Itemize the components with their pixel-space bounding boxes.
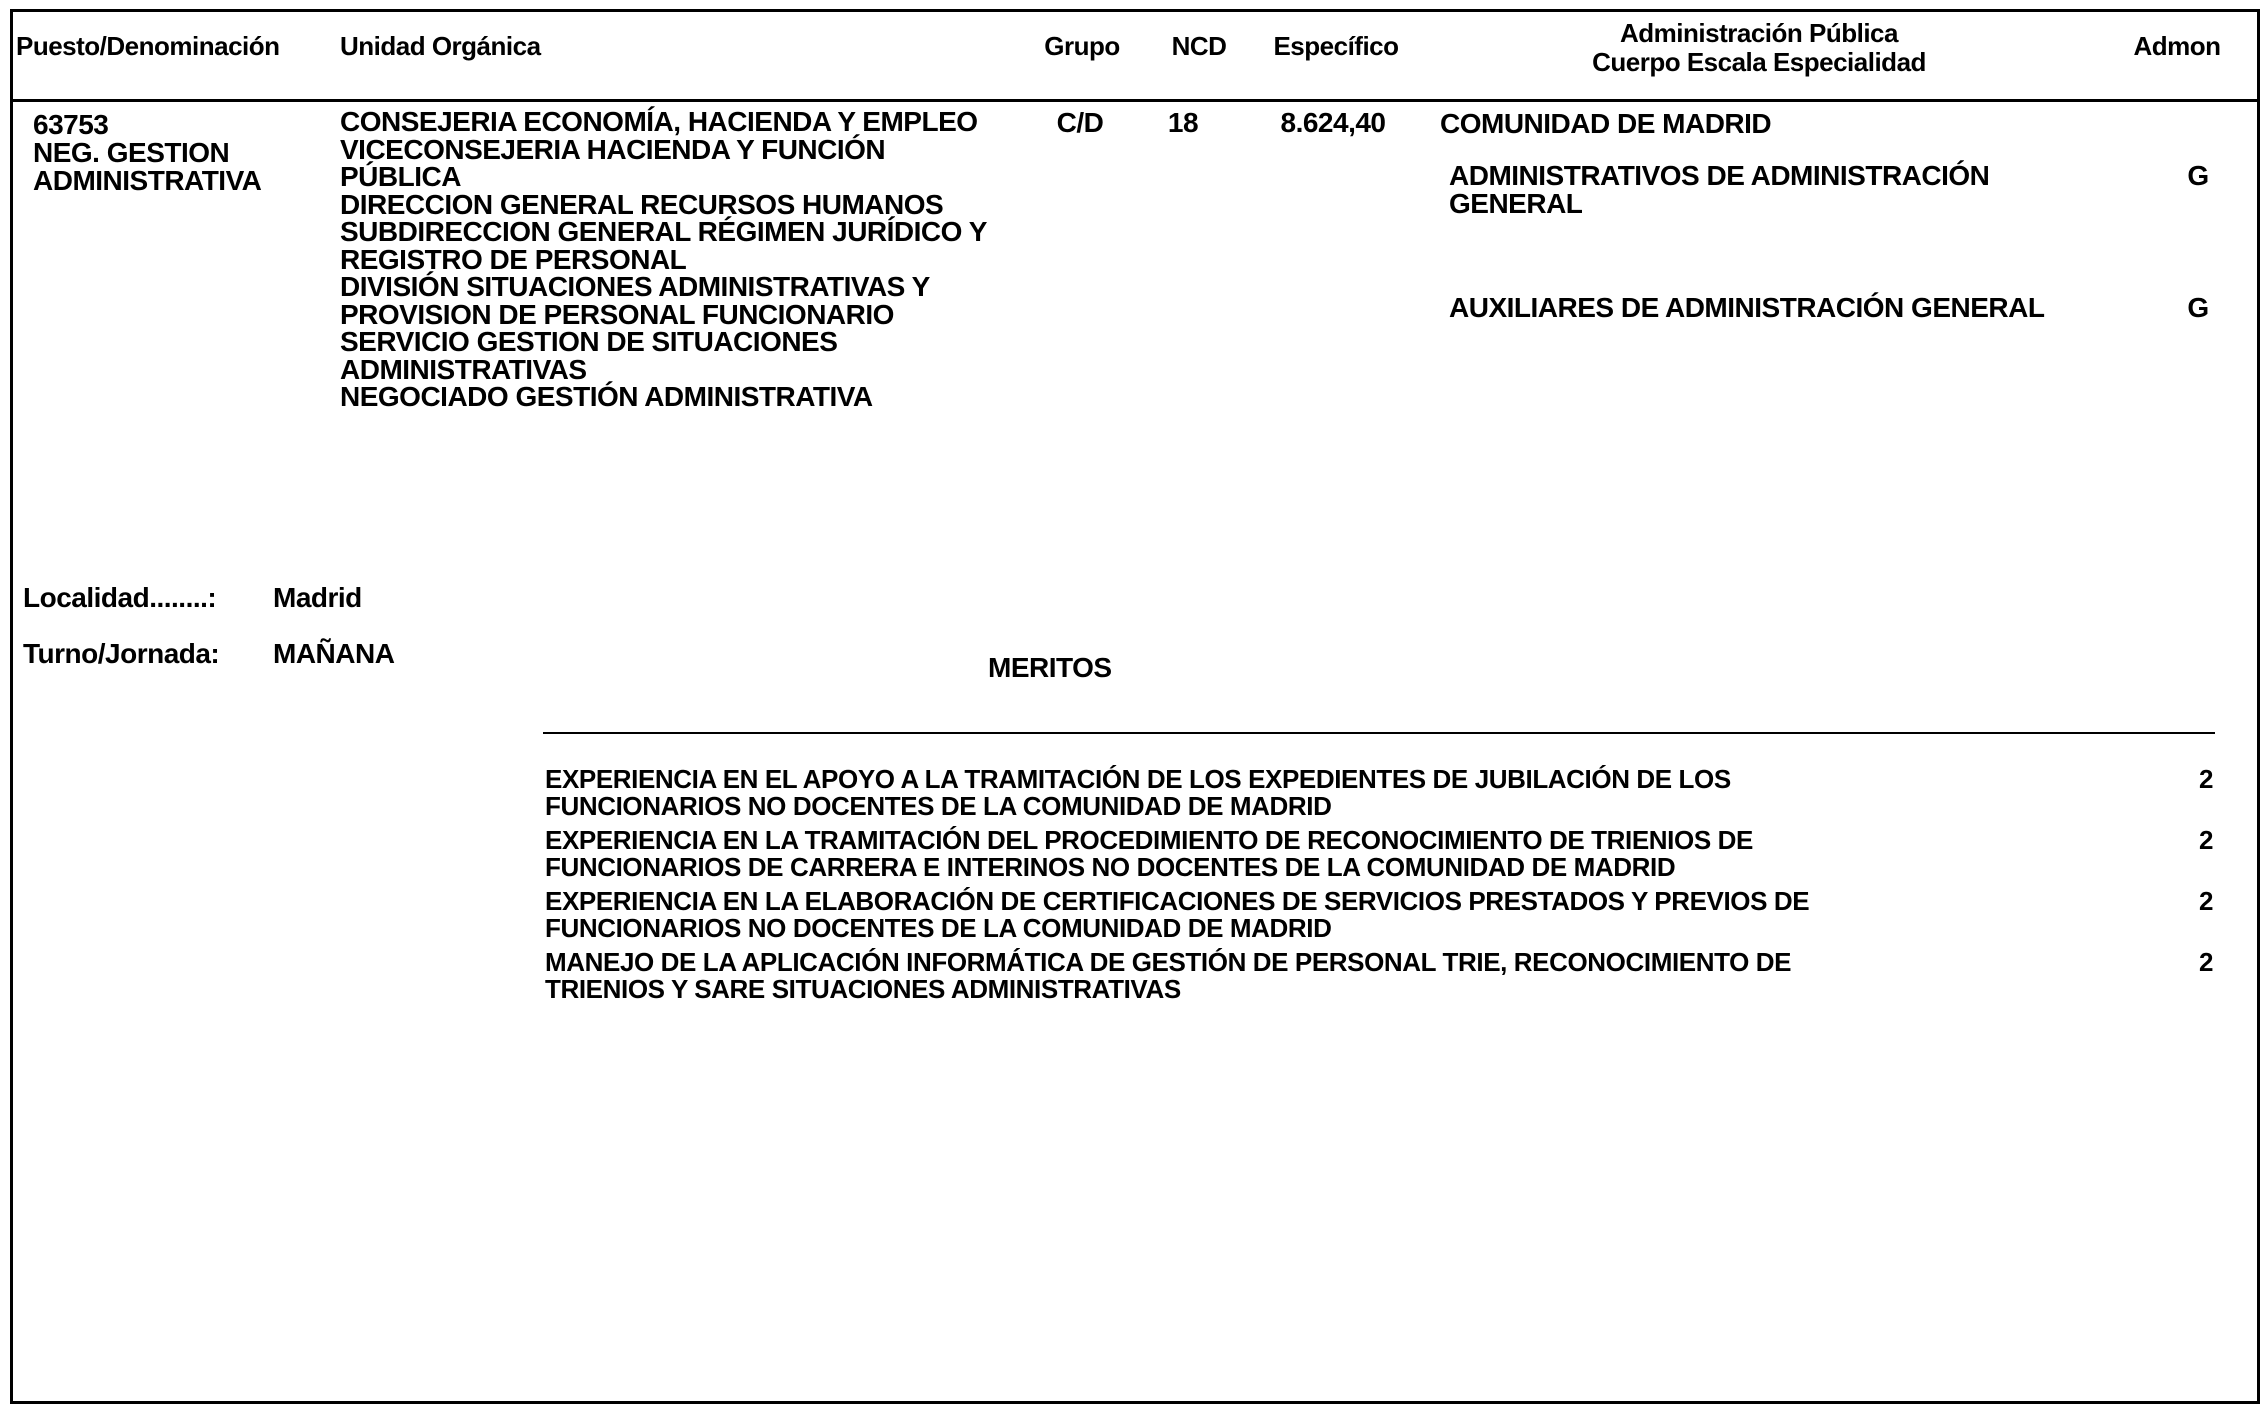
administration-name: COMUNIDAD DE MADRID (1440, 108, 1772, 139)
localidad-label: Localidad........: (23, 582, 217, 613)
merit-item-line: EXPERIENCIA EN LA TRAMITACIÓN DEL PROCEDIMIENTO DE RECONOCIMIENTO DE TRIENIOS DE (545, 825, 1753, 855)
merit-item-line: EXPERIENCIA EN LA ELABORACIÓN DE CERTIFICACIONES DE SERVICIOS PRESTADOS Y PREVIOS DE (545, 886, 1810, 916)
grupo-value: C/D (1056, 107, 1104, 138)
unit-org-line: SUBDIRECCION GENERAL RÉGIMEN JURÍDICO Y (340, 216, 987, 247)
cuerpo-name (1449, 162, 1989, 217)
merit-item-value: 2 (2198, 825, 2213, 855)
column-header-cuerpo-escala-especialidad: Cuerpo Escala Especialidad (1592, 47, 1926, 77)
unit-org-line: SERVICIO GESTION DE SITUACIONES (340, 326, 838, 357)
merit-item-value: 2 (2198, 764, 2213, 794)
merit-item-line: FUNCIONARIOS NO DOCENTES DE LA COMUNIDAD DE MADRID (545, 913, 1332, 943)
merit-item (545, 766, 1731, 820)
cuerpo-name-line: AUXILIARES DE ADMINISTRACIÓN GENERAL (1449, 292, 2045, 323)
column-header-especifico: Específico (1273, 31, 1399, 61)
unit-org-line: CONSEJERIA ECONOMÍA, HACIENDA Y EMPLEO (340, 106, 978, 137)
position-denomination-line: NEG. GESTION (33, 137, 230, 168)
cuerpo-admon-value: G (2187, 160, 2209, 191)
merit-item (545, 827, 1753, 881)
column-header-administracion-publica: Administración Pública (1620, 18, 1898, 48)
header-divider-line (13, 99, 2257, 102)
meritos-section-title: MERITOS (988, 652, 1112, 683)
column-header-ncd: NCD (1171, 31, 1227, 61)
position-denomination (33, 139, 261, 194)
column-header-puesto: Puesto/Denominación (16, 31, 280, 61)
cuerpo-name-line: ADMINISTRATIVOS DE ADMINISTRACIÓN (1449, 160, 1990, 191)
merit-item (545, 888, 1809, 942)
unit-org-line: DIVISIÓN SITUACIONES ADMINISTRATIVAS Y (340, 271, 930, 302)
especifico-value: 8.624,40 (1280, 107, 1386, 138)
unit-org-line: VICECONSEJERIA HACIENDA Y FUNCIÓN (340, 133, 886, 165)
unit-org-line: PROVISION DE PERSONAL FUNCIONARIO (340, 298, 894, 330)
column-header-unidad-organica: Unidad Orgánica (340, 31, 541, 61)
cuerpo-name (1449, 294, 2044, 322)
ncd-value: 18 (1167, 107, 1199, 138)
report-border-frame (10, 9, 2260, 1404)
position-code: 63753 (33, 109, 109, 140)
unit-org-lines (340, 108, 987, 411)
merit-item-line: TRIENIOS Y SARE SITUACIONES ADMINISTRATIVAS (545, 974, 1181, 1004)
merit-item-line: FUNCIONARIOS DE CARRERA E INTERINOS NO DOCENTES DE LA COMUNIDAD DE MADRID (545, 852, 1676, 882)
column-header-admon: Admon (2133, 31, 2221, 61)
cuerpo-name-line: GENERAL (1449, 187, 1583, 219)
unit-org-line: NEGOCIADO GESTIÓN ADMINISTRATIVA (340, 381, 873, 412)
cuerpo-admon-value: G (2187, 292, 2209, 323)
unit-org-line: DIRECCION GENERAL RECURSOS HUMANOS (340, 188, 944, 220)
localidad-value: Madrid (273, 582, 362, 613)
unit-org-line: ADMINISTRATIVAS (340, 353, 587, 385)
unit-org-line: REGISTRO DE PERSONAL (340, 243, 687, 275)
merit-item-line: MANEJO DE LA APLICACIÓN INFORMÁTICA DE GESTIÓN DE PERSONAL TRIE, RECONOCIMIENTO DE (545, 947, 1792, 977)
merit-item-line: EXPERIENCIA EN EL APOYO A LA TRAMITACIÓN DE LOS EXPEDIENTES DE JUBILACIÓN DE LOS (545, 764, 1731, 794)
turno-jornada-label: Turno/Jornada: (23, 638, 220, 669)
column-header-grupo: Grupo (1044, 31, 1120, 61)
merit-item (545, 949, 1791, 1003)
unit-org-line: PÚBLICA (340, 161, 461, 192)
turno-jornada-value: MAÑANA (273, 638, 395, 669)
merit-item-value: 2 (2198, 947, 2213, 977)
position-denomination-line: ADMINISTRATIVA (33, 164, 262, 196)
merit-item-value: 2 (2198, 886, 2213, 916)
meritos-divider-line (543, 732, 2215, 734)
merit-item-line: FUNCIONARIOS NO DOCENTES DE LA COMUNIDAD DE MADRID (545, 791, 1332, 821)
